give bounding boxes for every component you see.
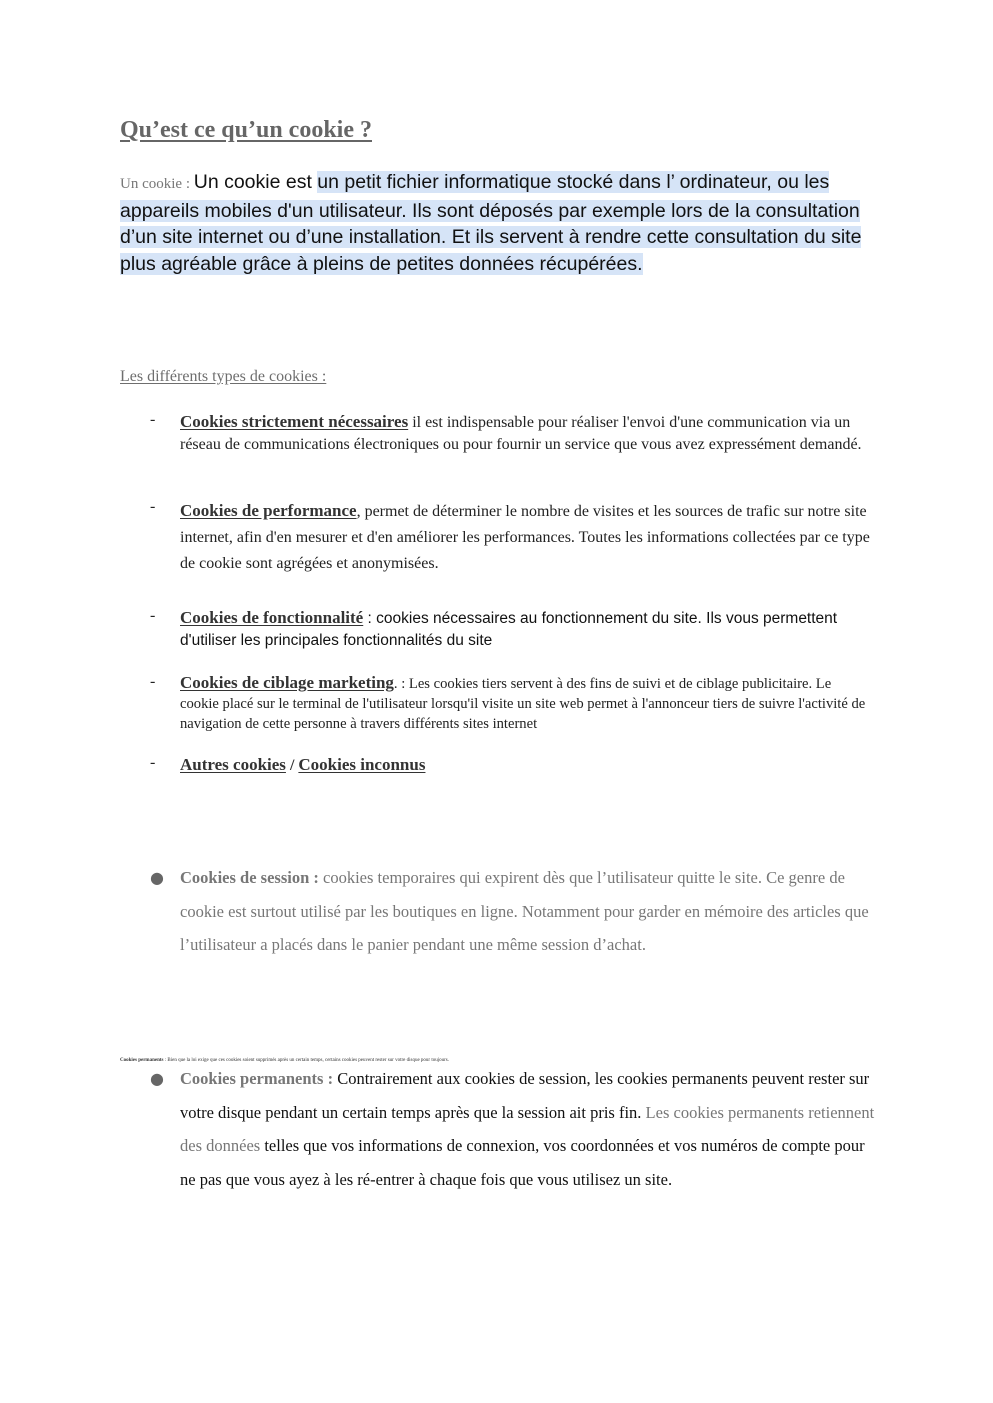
list-item-body <box>180 673 870 734</box>
bullet-dot-icon: ● <box>150 1069 164 1088</box>
cookie-type-name: Autres cookies <box>180 755 286 774</box>
list-dash: - <box>150 411 156 428</box>
list-dash: - <box>150 607 156 624</box>
cookie-type-text: il est indispensable pour réaliser l'envoi d'une communication via un réseau de communications électroniques ou pour fournir un service que vous avez expressément demandé. <box>180 414 862 453</box>
list-dash: - <box>150 498 156 515</box>
types-heading: Les différents types de cookies : <box>120 368 327 385</box>
cookie-type-text: . : Les cookies tiers servent à des fins de suivi et de ciblage publicitaire. Le cookie placé sur le terminal de l'utilisateur lorsqu'il visite un site web permet à l'annonceur tiers de suivre l'activité de navigation de cette personne à travers différents sites internet <box>180 676 866 732</box>
permanent-cookie-text-1: Contrairement aux cookies de session, les cookies permanents peuvent rester sur votre disque pendant un certain temps après que la session ait pris fin. <box>180 1069 870 1122</box>
cookie-type-name: Cookies inconnus <box>298 755 426 774</box>
bullet-dot-icon: ● <box>150 868 164 887</box>
intro-highlighted: un petit fichier informatique stocké dans l’ ordinateur, ou les appareils mobiles d'un utilisateur. Ils sont déposés par exemple lors de la consultation d’un site internet ou d’une installation. Et ils servent à rendre cette consultation du site plus agréable grâce à pleins de petites données récupérées. <box>120 171 862 275</box>
intro-paragraph <box>120 169 880 277</box>
list-item-body <box>180 411 870 455</box>
permanent-cookie-name: Cookies permanents : <box>180 1069 338 1088</box>
cookie-type-name: Cookies de performance <box>180 501 357 520</box>
intro-lead: Un cookie : <box>120 176 194 192</box>
permanent-cookie-text-3: telles que vos informations de connexion, vos coordonnées et vos numéros de compte pour ne pas que vous ayez à les ré-entrer à chaque fois que vous utilisez un site. <box>180 1136 865 1189</box>
page-title: Qu’est ce qu’un cookie ? <box>120 117 372 143</box>
cookie-type-separator: / <box>285 757 299 774</box>
list-item-body <box>180 498 870 577</box>
list-item-body <box>180 607 870 651</box>
list-item-body <box>180 754 870 777</box>
bullet-item-body <box>180 861 880 962</box>
permanent-cookie-text-2: Les cookies permanents retiennent des données <box>180 1102 875 1155</box>
list-dash: - <box>150 673 156 690</box>
tiny-note-key: Cookies permanents <box>120 1058 164 1063</box>
bullet-item-body <box>180 1062 880 1196</box>
intro-plain: Un cookie est <box>193 171 318 193</box>
list-dash: - <box>150 754 156 771</box>
cookie-type-text: , permet de déterminer le nombre de visites et les sources de trafic sur notre site internet, afin d'en mesurer et d'en améliorer les performances. Toutes les informations collectées par ce type de cookie sont agrégées et anonymisées. <box>180 503 870 572</box>
cookie-type-name: Cookies de ciblage marketing <box>180 673 394 692</box>
cookie-type-name: Cookies strictement nécessaires <box>180 412 409 431</box>
session-cookie-text: cookies temporaires qui expirent dès que l’utilisateur quitte le site. Ce genre de cookie est surtout utilisé par les boutiques en ligne. Notamment pour garder en mémoire des articles que l’utilisateur a placés dans le panier pendant une même session d’achat. <box>180 868 869 954</box>
tiny-note-text: : Bien que la loi exige que ces cookies soient supprimés après un certain temps, certains cookies peuvent rester sur votre disque pour toujours. <box>163 1058 449 1063</box>
cookie-type-text: : cookies nécessaires au fonctionnement du site. Ils vous permettent d'utiliser les principales fonctionnalités du site <box>180 610 838 649</box>
cookie-type-name: Cookies de fonctionnalité <box>180 608 364 627</box>
session-cookie-name: Cookies de session : <box>180 868 324 887</box>
